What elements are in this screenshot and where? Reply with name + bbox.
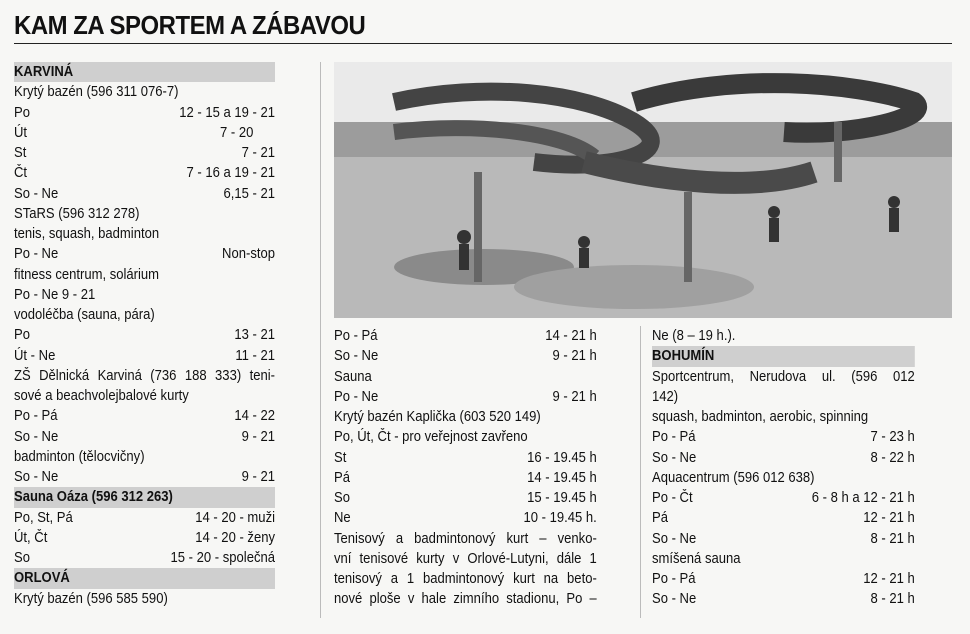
- schedule-time: 10 - 19.45 h.: [523, 510, 597, 527]
- body-text-line: ZŠ Dělnická Karviná (736 188 333) teni-: [14, 367, 275, 384]
- listing-text: Sauna: [334, 368, 372, 385]
- schedule-row: [334, 508, 597, 528]
- schedule-day: St: [14, 145, 27, 161]
- schedule-row: [334, 468, 597, 488]
- listing-text: 142): [652, 388, 679, 405]
- schedule-day: Po - Čt: [652, 490, 693, 506]
- schedule-time: 14 - 21 h: [545, 328, 597, 344]
- schedule-day: Po - Ne: [14, 246, 59, 263]
- schedule-row: [14, 244, 275, 264]
- listing-text: STaRS (596 312 278): [14, 205, 140, 222]
- schedule-time: 14 - 19.45 h: [527, 469, 597, 486]
- listing-text: fitness centrum, solárium: [14, 266, 160, 283]
- schedule-row: [652, 529, 915, 549]
- schedule-row: [14, 508, 275, 528]
- schedule-row: [652, 488, 915, 508]
- schedule-row: [14, 528, 275, 548]
- listing-text: Krytý bazén (596 311 076-7): [14, 84, 179, 101]
- schedule-time: 9 - 21: [241, 428, 275, 445]
- schedule-day: Út, Čt: [14, 529, 48, 546]
- schedule-time: 8 - 21 h: [870, 591, 915, 608]
- schedule-row: [14, 467, 275, 487]
- schedule-row: [14, 143, 275, 163]
- schedule-day: So: [334, 490, 350, 506]
- column-divider: [320, 62, 321, 618]
- schedule-day: Po: [14, 327, 30, 344]
- schedule-day: So - Ne: [14, 185, 59, 202]
- schedule-time: 14 - 20 - muži: [195, 509, 275, 526]
- schedule-day: So - Ne: [14, 469, 59, 485]
- schedule-day: Po - Pá: [14, 408, 58, 425]
- listing-text: smíšená sauna: [652, 550, 741, 567]
- schedule-day: Po - Ne: [334, 388, 379, 405]
- schedule-row: [14, 406, 275, 426]
- page-title: KAM ZA SPORTEM A ZÁBAVOU: [14, 10, 366, 40]
- schedule-day: So - Ne: [652, 530, 697, 547]
- schedule-time: 9 - 21 h: [552, 348, 597, 365]
- listing-text: Po, Út, Čt - pro veřejnost zavřeno: [334, 429, 528, 446]
- schedule-row: [334, 346, 597, 366]
- schedule-day: So - Ne: [334, 348, 379, 365]
- schedule-day: Po - Pá: [652, 571, 696, 587]
- title-rule: [14, 43, 952, 44]
- section-heading: BOHUMÍN: [652, 346, 915, 366]
- schedule-time: 15 - 19.45 h: [527, 490, 597, 506]
- schedule-row: [14, 103, 275, 123]
- schedule-time: 12 - 21 h: [863, 571, 915, 587]
- listing-text: squash, badminton, aerobic, spinning: [652, 409, 869, 425]
- schedule-day: Čt: [14, 165, 28, 182]
- schedule-row: [14, 163, 275, 183]
- schedule-time: 13 - 21: [234, 327, 275, 344]
- schedule-row: [652, 448, 915, 468]
- schedule-time: 15 - 20 - společná: [170, 550, 275, 566]
- schedule-day: So - Ne: [652, 449, 697, 466]
- listing-text: Krytý bazén Kaplička (603 520 149): [334, 409, 541, 425]
- column-orlova: [334, 326, 626, 610]
- schedule-time: 14 - 22: [234, 408, 275, 425]
- schedule-time: 16 - 19.45 h: [527, 449, 597, 466]
- schedule-time: 8 - 21 h: [870, 530, 915, 547]
- listing-text: Aquacentrum (596 012 638): [652, 469, 815, 486]
- schedule-time: 7 - 16 a 19 - 21: [186, 165, 275, 182]
- listing-text: tenis, squash, badminton: [14, 226, 160, 242]
- schedule-time: 6,15 - 21: [223, 185, 275, 202]
- body-text-line: Tenisový a badmintonový kurt – venko-: [334, 530, 597, 547]
- schedule-row: [334, 326, 597, 346]
- schedule-time: 11 - 21: [235, 347, 275, 364]
- body-text-line: vní tenisové kurty v Orlové-Lutyni, dále 1: [334, 550, 597, 567]
- section-heading: Sauna Oáza (596 312 263): [14, 487, 275, 507]
- schedule-day: So: [14, 550, 30, 566]
- schedule-row: [334, 488, 597, 508]
- listing-text: sové a beachvolejbalové kurty: [14, 388, 189, 404]
- schedule-row: [334, 387, 597, 407]
- body-text-line: nové ploše v hale zimního stadionu, Po –: [334, 591, 597, 608]
- schedule-row: [652, 427, 915, 447]
- schedule-day: So - Ne: [14, 428, 59, 445]
- schedule-time: 9 - 21: [241, 469, 275, 485]
- column-bohumin: [652, 326, 944, 610]
- listing-text: vodoléčba (sauna, pára): [14, 307, 155, 323]
- schedule-time: 7 - 21: [241, 145, 275, 161]
- schedule-row: [14, 427, 275, 447]
- schedule-row: [652, 569, 915, 589]
- schedule-row: [652, 589, 915, 609]
- schedule-day: Út: [14, 124, 28, 141]
- schedule-row: [14, 346, 275, 366]
- schedule-day: St: [334, 449, 347, 466]
- schedule-time: 14 - 20 - ženy: [195, 529, 275, 546]
- column-karvina: [14, 62, 304, 609]
- schedule-row: [652, 508, 915, 528]
- schedule-time: 8 - 22 h: [870, 449, 915, 466]
- schedule-day: Pá: [334, 469, 350, 486]
- schedule-row: [14, 184, 275, 204]
- listing-text: badminton (tělocvičny): [14, 448, 145, 465]
- schedule-day: So - Ne: [652, 591, 697, 608]
- schedule-day: Út - Ne: [14, 347, 56, 364]
- column-divider: [640, 326, 641, 618]
- schedule-time: 12 - 15 a 19 - 21: [179, 104, 275, 121]
- schedule-row: [334, 448, 597, 468]
- photo-illustration: [334, 62, 952, 318]
- schedule-day: Po - Pá: [652, 429, 696, 446]
- body-text-line: Sportcentrum, Nerudova ul. (596 012: [652, 368, 915, 385]
- listing-text: Po - Ne 9 - 21: [14, 286, 96, 303]
- schedule-time: 9 - 21 h: [552, 388, 597, 405]
- schedule-day: Po, St, Pá: [14, 509, 73, 526]
- listing-text: Krytý bazén (596 585 590): [14, 590, 168, 607]
- schedule-time: 7 - 23 h: [870, 429, 915, 446]
- schedule-time: 6 - 8 h a 12 - 21 h: [811, 490, 915, 506]
- schedule-time: 12 - 21 h: [863, 510, 915, 527]
- schedule-day: Pá: [652, 510, 668, 527]
- schedule-row: [14, 548, 275, 568]
- body-text-line: tenisový a 1 badmintonový kurt na beto-: [334, 571, 597, 587]
- schedule-row: [14, 325, 275, 345]
- section-heading: ORLOVÁ: [14, 568, 275, 588]
- schedule-time: 7 - 20: [220, 124, 254, 141]
- schedule-time: Non-stop: [222, 246, 275, 263]
- listing-text: Ne (8 – 19 h.).: [652, 328, 736, 344]
- schedule-row: [14, 123, 275, 143]
- schedule-day: Po - Pá: [334, 328, 378, 344]
- schedule-day: Po: [14, 104, 30, 121]
- water-slide-photo: [334, 62, 952, 318]
- schedule-day: Ne: [334, 510, 351, 527]
- section-heading: KARVINÁ: [14, 62, 275, 82]
